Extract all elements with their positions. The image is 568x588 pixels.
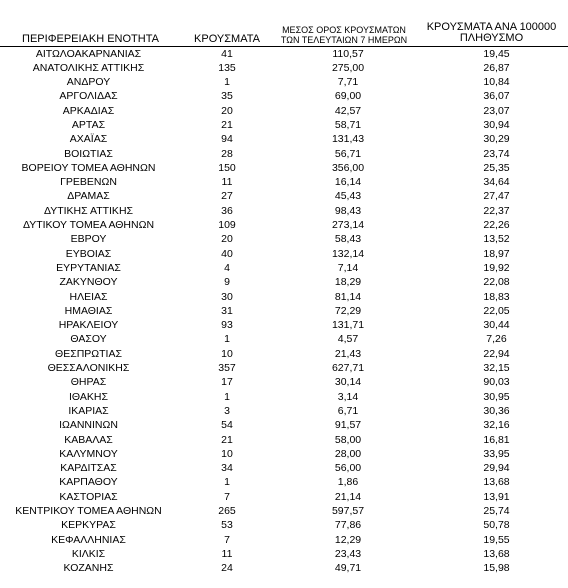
cell-avg-7-days: 3,14 bbox=[337, 390, 359, 403]
cell-per-100000: 30,44 bbox=[483, 319, 510, 332]
cell-cases: 27 bbox=[221, 190, 233, 203]
cell-region: ΔΥΤΙΚΗΣ ΑΤΤΙΚΗΣ bbox=[43, 204, 134, 217]
cell-cases: 36 bbox=[221, 204, 233, 217]
cell-cases: 265 bbox=[218, 505, 236, 517]
cell-per-100000: 18,83 bbox=[483, 290, 510, 303]
cell-cases: 34 bbox=[221, 462, 233, 475]
cell-avg-7-days: 58,43 bbox=[334, 233, 362, 246]
cell-avg-7-days: 627,71 bbox=[331, 362, 365, 375]
cell-avg-7-days: 131,71 bbox=[331, 319, 365, 332]
cell-per-100000: 50,78 bbox=[483, 519, 510, 532]
cell-region: ΘΕΣΣΑΛΟΝΙΚΗΣ bbox=[47, 362, 130, 375]
cell-cases: 1 bbox=[224, 390, 230, 403]
cell-per-100000: 25,35 bbox=[483, 161, 510, 174]
cell-per-100000: 32,15 bbox=[483, 362, 510, 375]
header-avg-line1: ΜΕΣΟΣ ΟΡΟΣ ΚΡΟΥΣΜΑΤΩΝ bbox=[282, 24, 406, 35]
header-per-line1: ΚΡΟΥΣΜΑΤΑ ΑΝΑ 100000 bbox=[426, 20, 557, 33]
table-header-row bbox=[0, 12, 568, 46]
cell-cases: 21 bbox=[221, 118, 233, 131]
cell-cases: 53 bbox=[221, 519, 233, 532]
table-body bbox=[0, 46, 568, 575]
header-per-100000 bbox=[415, 12, 568, 46]
table-row bbox=[0, 147, 568, 161]
cell-avg-7-days: 1,86 bbox=[337, 476, 359, 489]
table-row bbox=[0, 75, 568, 89]
cell-per-100000: 26,87 bbox=[483, 61, 510, 74]
table-row bbox=[0, 232, 568, 246]
table-row bbox=[0, 447, 568, 461]
cell-avg-7-days: 132,14 bbox=[331, 247, 365, 260]
cell-per-100000: 22,37 bbox=[483, 204, 510, 217]
table-row bbox=[0, 390, 568, 404]
table-row bbox=[0, 304, 568, 318]
cell-per-100000: 19,92 bbox=[483, 261, 510, 274]
cell-cases: 7 bbox=[224, 533, 230, 546]
header-region-label: ΠΕΡΙΦΕΡΕΙΑΚΗ ΕΝΟΤΗΤΑ bbox=[22, 32, 159, 45]
cell-avg-7-days: 28,00 bbox=[334, 447, 362, 460]
table-row bbox=[0, 375, 568, 389]
table-row bbox=[0, 104, 568, 118]
cell-avg-7-days: 4,57 bbox=[337, 333, 359, 346]
table-row bbox=[0, 275, 568, 289]
header-avg-line2: ΤΩΝ ΤΕΛΕΥΤΑΙΩΝ 7 ΗΜΕΡΩΝ bbox=[280, 34, 408, 45]
cell-avg-7-days: 597,57 bbox=[331, 505, 365, 517]
table-row bbox=[0, 89, 568, 103]
cell-region: ΚΕΡΚΥΡΑΣ bbox=[61, 519, 116, 532]
cell-per-100000: 30,94 bbox=[483, 118, 510, 131]
table-row bbox=[0, 318, 568, 332]
cell-region: ΚΑΣΤΟΡΙΑΣ bbox=[59, 490, 118, 503]
cell-cases: 17 bbox=[221, 376, 233, 389]
cell-per-100000: 19,55 bbox=[483, 533, 510, 546]
cell-region: ΕΥΒΟΙΑΣ bbox=[65, 247, 112, 260]
cell-region: ΗΜΑΘΙΑΣ bbox=[64, 304, 113, 317]
header-region bbox=[0, 12, 181, 46]
cases-table bbox=[0, 12, 568, 575]
cell-per-100000: 15,98 bbox=[483, 562, 510, 575]
cell-per-100000: 33,95 bbox=[483, 447, 510, 460]
cell-per-100000: 27,47 bbox=[483, 190, 510, 203]
header-cases bbox=[181, 12, 273, 46]
cell-cases: 30 bbox=[221, 290, 233, 303]
cell-avg-7-days: 23,43 bbox=[334, 547, 362, 560]
cell-region: ΗΡΑΚΛΕΙΟΥ bbox=[58, 319, 119, 332]
cell-avg-7-days: 77,86 bbox=[334, 519, 362, 532]
cell-region: ΑΡΓΟΛΙΔΑΣ bbox=[59, 90, 118, 103]
cell-region: ΒΟΡΕΙΟΥ ΤΟΜΕΑ ΑΘΗΝΩΝ bbox=[21, 161, 156, 174]
table-row bbox=[0, 290, 568, 304]
cell-per-100000: 22,05 bbox=[483, 304, 510, 317]
cell-cases: 94 bbox=[221, 133, 233, 146]
cell-cases: 11 bbox=[221, 547, 233, 560]
cell-avg-7-days: 273,14 bbox=[331, 219, 365, 232]
cell-region: ΚΑΒΑΛΑΣ bbox=[64, 433, 113, 446]
table-row bbox=[0, 161, 568, 175]
cell-region: ΘΗΡΑΣ bbox=[70, 376, 107, 389]
table-row bbox=[0, 261, 568, 275]
table-row bbox=[0, 490, 568, 504]
cell-avg-7-days: 49,71 bbox=[334, 562, 362, 575]
cell-avg-7-days: 6,71 bbox=[337, 404, 359, 417]
table-row bbox=[0, 404, 568, 418]
cell-avg-7-days: 7,71 bbox=[337, 76, 359, 89]
table-row bbox=[0, 118, 568, 132]
cell-region: ΗΛΕΙΑΣ bbox=[69, 290, 108, 303]
cell-per-100000: 19,45 bbox=[483, 47, 510, 60]
cell-cases: 10 bbox=[221, 347, 233, 360]
cell-per-100000: 22,26 bbox=[483, 219, 510, 232]
cell-region: ΔΥΤΙΚΟΥ ΤΟΜΕΑ ΑΘΗΝΩΝ bbox=[22, 219, 155, 232]
cell-region: ΚΙΛΚΙΣ bbox=[71, 547, 106, 560]
table-row bbox=[0, 518, 568, 532]
table-row bbox=[0, 547, 568, 561]
cell-region: ΕΒΡΟΥ bbox=[70, 233, 107, 246]
cell-region: ΚΑΡΔΙΤΣΑΣ bbox=[60, 462, 117, 475]
cell-region: ΑΙΤΩΛΟΑΚΑΡΝΑΝΙΑΣ bbox=[35, 47, 142, 60]
table-row bbox=[0, 218, 568, 232]
cell-per-100000: 13,68 bbox=[483, 547, 510, 560]
cell-cases: 4 bbox=[224, 261, 230, 274]
cell-avg-7-days: 110,57 bbox=[332, 47, 364, 60]
cell-per-100000: 23,07 bbox=[483, 104, 510, 117]
cell-per-100000: 22,08 bbox=[483, 276, 510, 289]
table-row bbox=[0, 561, 568, 575]
cell-region: ΑΧΑΪΑΣ bbox=[69, 133, 108, 146]
cell-cases: 31 bbox=[221, 304, 233, 317]
cell-avg-7-days: 98,43 bbox=[334, 204, 362, 217]
cell-avg-7-days: 30,14 bbox=[334, 376, 362, 389]
cell-avg-7-days: 18,29 bbox=[334, 276, 362, 289]
cell-region: ΕΥΡΥΤΑΝΙΑΣ bbox=[56, 261, 121, 274]
cell-avg-7-days: 7,14 bbox=[337, 261, 359, 274]
cell-cases: 9 bbox=[224, 276, 230, 289]
cell-avg-7-days: 275,00 bbox=[331, 61, 365, 74]
table-row bbox=[0, 247, 568, 261]
cell-region: ΖΑΚΥΝΘΟΥ bbox=[59, 276, 118, 289]
cell-cases: 21 bbox=[221, 433, 233, 446]
cell-cases: 3 bbox=[224, 404, 230, 417]
cell-region: ΙΩΑΝΝΙΝΩΝ bbox=[59, 419, 118, 432]
cell-per-100000: 29,94 bbox=[483, 462, 510, 475]
cell-per-100000: 13,68 bbox=[483, 476, 510, 489]
cell-avg-7-days: 56,00 bbox=[334, 462, 362, 475]
cell-region: ΙΘΑΚΗΣ bbox=[69, 390, 108, 403]
cell-per-100000: 16,81 bbox=[483, 433, 510, 446]
cell-per-100000: 7,26 bbox=[486, 333, 507, 346]
cell-avg-7-days: 42,57 bbox=[334, 104, 362, 117]
cell-cases: 54 bbox=[221, 419, 233, 432]
cell-cases: 35 bbox=[221, 90, 233, 103]
table-row bbox=[0, 332, 568, 346]
cell-region: ΑΡΚΑΔΙΑΣ bbox=[62, 104, 115, 117]
cell-cases: 150 bbox=[218, 161, 236, 174]
cell-cases: 357 bbox=[218, 362, 236, 375]
table-row bbox=[0, 361, 568, 375]
cell-region: ΚΟΖΑΝΗΣ bbox=[63, 562, 114, 575]
cell-per-100000: 13,91 bbox=[483, 490, 510, 503]
cell-region: ΚΑΡΠΑΘΟΥ bbox=[59, 476, 118, 489]
table-row bbox=[0, 61, 568, 75]
table-row bbox=[0, 46, 568, 61]
cell-region: ΒΟΙΩΤΙΑΣ bbox=[64, 147, 113, 160]
header-avg bbox=[273, 12, 415, 46]
cell-cases: 1 bbox=[224, 76, 230, 89]
cell-per-100000: 25,74 bbox=[483, 505, 510, 517]
table-row bbox=[0, 533, 568, 547]
cell-per-100000: 90,03 bbox=[483, 376, 510, 389]
cell-per-100000: 30,95 bbox=[483, 390, 510, 403]
table-row bbox=[0, 189, 568, 203]
table-row bbox=[0, 461, 568, 475]
cell-avg-7-days: 72,29 bbox=[334, 304, 362, 317]
cell-avg-7-days: 12,29 bbox=[334, 533, 362, 546]
table-row bbox=[0, 347, 568, 361]
cell-region: ΘΑΣΟΥ bbox=[70, 333, 107, 346]
cell-cases: 1 bbox=[224, 333, 230, 346]
cell-cases: 1 bbox=[224, 476, 230, 489]
cell-region: ΔΡΑΜΑΣ bbox=[67, 190, 110, 203]
cell-cases: 135 bbox=[218, 61, 236, 74]
cell-avg-7-days: 131,43 bbox=[331, 133, 365, 146]
cell-region: ΑΡΤΑΣ bbox=[71, 118, 106, 131]
table-row bbox=[0, 175, 568, 189]
cell-region: ΘΕΣΠΡΩΤΙΑΣ bbox=[55, 347, 122, 360]
cell-cases: 11 bbox=[221, 176, 233, 189]
table-row bbox=[0, 475, 568, 489]
cell-region: ΚΑΛΥΜΝΟΥ bbox=[59, 447, 118, 460]
cell-region: ΙΚΑΡΙΑΣ bbox=[68, 404, 109, 417]
table-row bbox=[0, 433, 568, 447]
cell-cases: 109 bbox=[218, 219, 236, 232]
cell-per-100000: 30,29 bbox=[483, 133, 510, 146]
cell-cases: 28 bbox=[221, 147, 233, 160]
cell-cases: 93 bbox=[221, 319, 233, 332]
cell-avg-7-days: 58,71 bbox=[334, 118, 362, 131]
cell-avg-7-days: 16,14 bbox=[334, 176, 362, 189]
cell-region: ΓΡΕΒΕΝΩΝ bbox=[60, 176, 117, 189]
cell-region: ΑΝΔΡΟΥ bbox=[66, 76, 111, 89]
table-row bbox=[0, 504, 568, 518]
cell-avg-7-days: 58,00 bbox=[334, 433, 362, 446]
cell-per-100000: 23,74 bbox=[483, 147, 510, 160]
cell-per-100000: 10,84 bbox=[483, 76, 510, 89]
cell-cases: 24 bbox=[221, 562, 233, 575]
header-cases-label: ΚΡΟΥΣΜΑΤΑ bbox=[194, 32, 260, 45]
cell-per-100000: 22,94 bbox=[483, 347, 510, 360]
cell-cases: 10 bbox=[221, 447, 233, 460]
cell-per-100000: 32,16 bbox=[483, 419, 510, 432]
cell-cases: 40 bbox=[221, 247, 233, 260]
cell-avg-7-days: 69,00 bbox=[334, 90, 362, 103]
cell-avg-7-days: 45,43 bbox=[334, 190, 362, 203]
table-row bbox=[0, 204, 568, 218]
cell-avg-7-days: 356,00 bbox=[331, 161, 365, 174]
cell-per-100000: 18,97 bbox=[483, 247, 510, 260]
cell-region: ΑΝΑΤΟΛΙΚΗΣ ΑΤΤΙΚΗΣ bbox=[32, 61, 145, 74]
cell-per-100000: 30,36 bbox=[483, 404, 510, 417]
cell-cases: 7 bbox=[224, 490, 230, 503]
cell-region: ΚΕΦΑΛΛΗΝΙΑΣ bbox=[51, 533, 126, 546]
cell-per-100000: 34,64 bbox=[483, 176, 510, 189]
table-row bbox=[0, 132, 568, 146]
cell-cases: 20 bbox=[221, 104, 233, 117]
cell-avg-7-days: 91,57 bbox=[334, 419, 362, 432]
table-row bbox=[0, 418, 568, 432]
cell-avg-7-days: 21,14 bbox=[334, 490, 362, 503]
cell-avg-7-days: 21,43 bbox=[334, 347, 362, 360]
cell-cases: 41 bbox=[221, 47, 233, 60]
cell-per-100000: 36,07 bbox=[483, 90, 510, 103]
cell-cases: 20 bbox=[221, 233, 233, 246]
cell-avg-7-days: 81,14 bbox=[334, 290, 362, 303]
cell-per-100000: 13,52 bbox=[483, 233, 510, 246]
cell-avg-7-days: 56,71 bbox=[334, 147, 362, 160]
header-per-line2: ΠΛΗΘΥΣΜΟ bbox=[459, 32, 524, 44]
cell-region: ΚΕΝΤΡΙΚΟΥ ΤΟΜΕΑ ΑΘΗΝΩΝ bbox=[15, 505, 162, 517]
